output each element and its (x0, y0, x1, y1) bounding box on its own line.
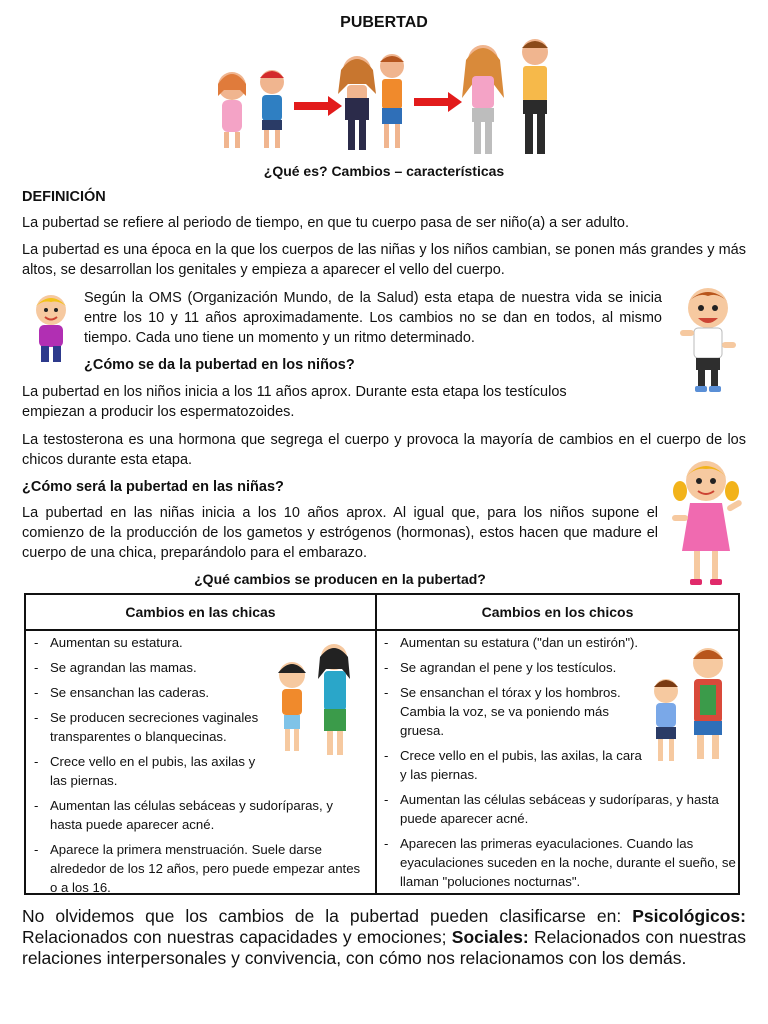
sociales-label: Sociales: (451, 927, 529, 947)
list-item: - Aumentan su estatura. (32, 633, 270, 652)
list-item: - Crece vello en el pubis, las axilas, la cara y las piernas. (382, 746, 650, 784)
ninos-heading: ¿Cómo se da la pubertad en los niños? (84, 357, 355, 373)
definicion-paragraph-2: La pubertad es una época en la que los cuerpos de las niñas y los niños cambian, se ponen más grandes y más altos, se desarrollan los genitales y empieza a aparecer el vello del cuerpo. (22, 242, 746, 278)
list-item: - Se producen secreciones vaginales transparentes o blanquecinas. (32, 708, 270, 746)
teen-boy-figure (380, 54, 404, 148)
sociales-text: Relacionados con nuestras relaciones interpersonales y convivencia, con cómo nos relacionamos con los demás. (22, 927, 746, 968)
cambios-table (24, 593, 740, 895)
growth-illustration (200, 38, 570, 160)
definicion-paragraph-1: La pubertad se refiere al periodo de tiempo, en que tu cuerpo pasa de ser niño(a) a ser adulto. (22, 215, 629, 231)
list-item: - Se agrandan las mamas. (32, 658, 270, 677)
boys-illustration (644, 641, 736, 771)
small-boy-figure (260, 70, 284, 148)
boy-cartoon-left (30, 292, 74, 364)
definicion-paragraph-3: Según la OMS (Organización Mundo, de la Salud) esta etapa de nuestra vida se inicia entre los 10 y 11 años aproximadamente. Los cambios no se dan en todos, al mismo tiempo. Cada uno tiene un momento y un ritmo determinado. (84, 290, 662, 346)
psicologicos-text: Relacionados con nuestras capacidades y emociones; (22, 927, 447, 947)
ninos-paragraph-2: La testosterona es una hormona que segrega el cuerpo y provoca la mayoría de cambios en el cuerpo de los chicos durante esta etapa. (22, 432, 746, 468)
girls-illustration (270, 639, 360, 765)
arrow-icon (294, 96, 342, 116)
table-divider (375, 595, 377, 893)
woman-figure (462, 45, 504, 154)
list-item: - Aumentan las células sebáceas y sudoríparas, y hasta puede aparecer acné. (382, 790, 730, 828)
cambios-heading: ¿Qué cambios se producen en la pubertad? (194, 571, 486, 587)
footer-intro: No olvidemos que los cambios de la pubertad pueden clasificarse en: (22, 906, 622, 926)
table-divider (26, 629, 738, 631)
list-item: - Se ensanchan el tórax y los hombros. Cambia la voz, se va poniendo más gruesa. (382, 683, 630, 740)
list-item: - Aparece la primera menstruación. Suele darse alrededor de los 12 años, pero puede empezar antes o a los 16. (32, 840, 368, 897)
teen-girl-figure (338, 56, 376, 150)
list-item: - Aparecen las primeras eyaculaciones. Cuando las eyaculaciones suceden en la noche, durante el sueño, se llaman "poluciones nocturnas". (382, 834, 740, 891)
girl-cartoon-right (668, 455, 748, 591)
ninas-paragraph-1: La pubertad en las niñas inicia a los 10 años aprox. Al igual que, para los niños supone el comienzo de la producción de los gametos y estrógenos (hormonas), estos hacen que madure el cuerpo de una chica, preparándolo para el embarazo. (22, 505, 658, 561)
list-item: - Crece vello en el pubis, las axilas y las piernas. (32, 752, 270, 790)
footer-paragraph (22, 906, 746, 969)
column-header-chicos: Cambios en los chicos (481, 604, 634, 620)
list-item: - Aumentan las células sebáceas y sudoríparas, y hasta puede aparecer acné. (32, 796, 368, 834)
list-item: - Aumentan su estatura ("dan un estirón"). (382, 633, 650, 652)
definicion-heading: DEFINICIÓN (22, 189, 106, 205)
subtitle: ¿Qué es? Cambios – características (263, 163, 505, 179)
list-item: - Se agrandan el pene y los testículos. (382, 658, 650, 677)
small-girl-figure (218, 72, 246, 148)
man-figure (522, 39, 548, 154)
page-title: PUBERTAD (340, 14, 428, 31)
ninos-paragraph-1: La pubertad en los niños inicia a los 11 años aprox. Durante esta etapa los testículos empiezan a producir los espermatozoides. (22, 384, 567, 420)
arrow-icon (414, 92, 462, 112)
psicologicos-label: Psicológicos: (632, 906, 746, 926)
ninas-heading: ¿Cómo será la pubertad en las niñas? (22, 479, 284, 495)
column-header-chicas: Cambios en las chicas (125, 604, 276, 620)
list-item: - Se ensanchan las caderas. (32, 683, 270, 702)
boy-cartoon-right (678, 282, 740, 394)
